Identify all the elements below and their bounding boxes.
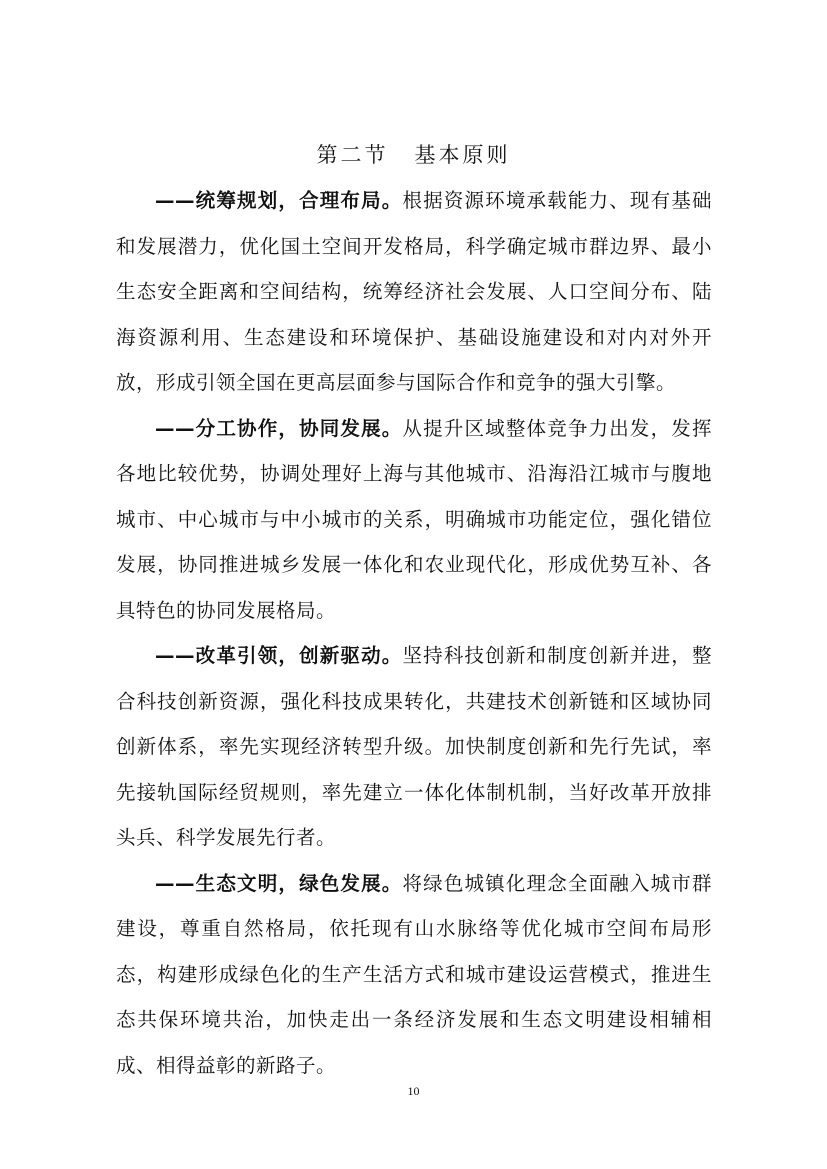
principle-paragraph <box>116 633 712 861</box>
principle-text: 从提升区域整体竞争力出发，发挥各地比较优势，协调处理好上海与其他城市、沿海沿江城市与腹地城市、中心城市与中小城市的关系，明确城市功能定位，强化错位发展，协同推进城乡发展一体化和农业现代化，形成优势互补、各具特色的协同发展格局。 <box>116 416 712 622</box>
principle-lead: ——统筹规划，合理布局。 <box>155 189 403 212</box>
principle-text: 将绿色城镇化理念全面融入城市群建设，尊重自然格局，依托现有山水脉络等优化城市空间布局形态，构建形成绿色化的生产生活方式和城市建设运营模式，推进生态共保环境共治，加快走出一条经济发展和生态文明建设相辅相成、相得益彰的新路子。 <box>116 871 712 1077</box>
section-heading <box>0 140 827 170</box>
section-number: 第二节 <box>316 143 389 167</box>
principle-lead: ——生态文明，绿色发展。 <box>155 871 403 895</box>
section-title: 基本原则 <box>414 143 511 167</box>
principle-lead: ——改革引领，创新驱动。 <box>155 644 403 667</box>
principle-paragraph <box>116 178 712 406</box>
principle-text: 根据资源环境承载能力、现有基础和发展潜力，优化国土空间开发格局，科学确定城市群边界、最小生态安全距离和空间结构，统筹经济社会发展、人口空间分布、陆海资源利用、生态建设和环境保护、基础设施建设和对内对外开放，形成引领全国在更高层面参与国际合作和竞争的强大引擎。 <box>116 189 712 394</box>
body-text <box>116 178 712 1088</box>
principle-paragraph <box>116 861 712 1089</box>
page-number: 10 <box>407 1084 420 1098</box>
principle-paragraph <box>116 406 712 634</box>
principle-text: 坚持科技创新和制度创新并进，整合科技创新资源，强化科技成果转化，共建技术创新链和区域协同创新体系，率先实现经济转型升级。加快制度创新和先行先试，率先接轨国际经贸规则，率先建立一体化体制机制，当好改革开放排头兵、科学发展先行者。 <box>116 644 712 849</box>
principle-lead: ——分工协作，协同发展。 <box>155 416 403 440</box>
